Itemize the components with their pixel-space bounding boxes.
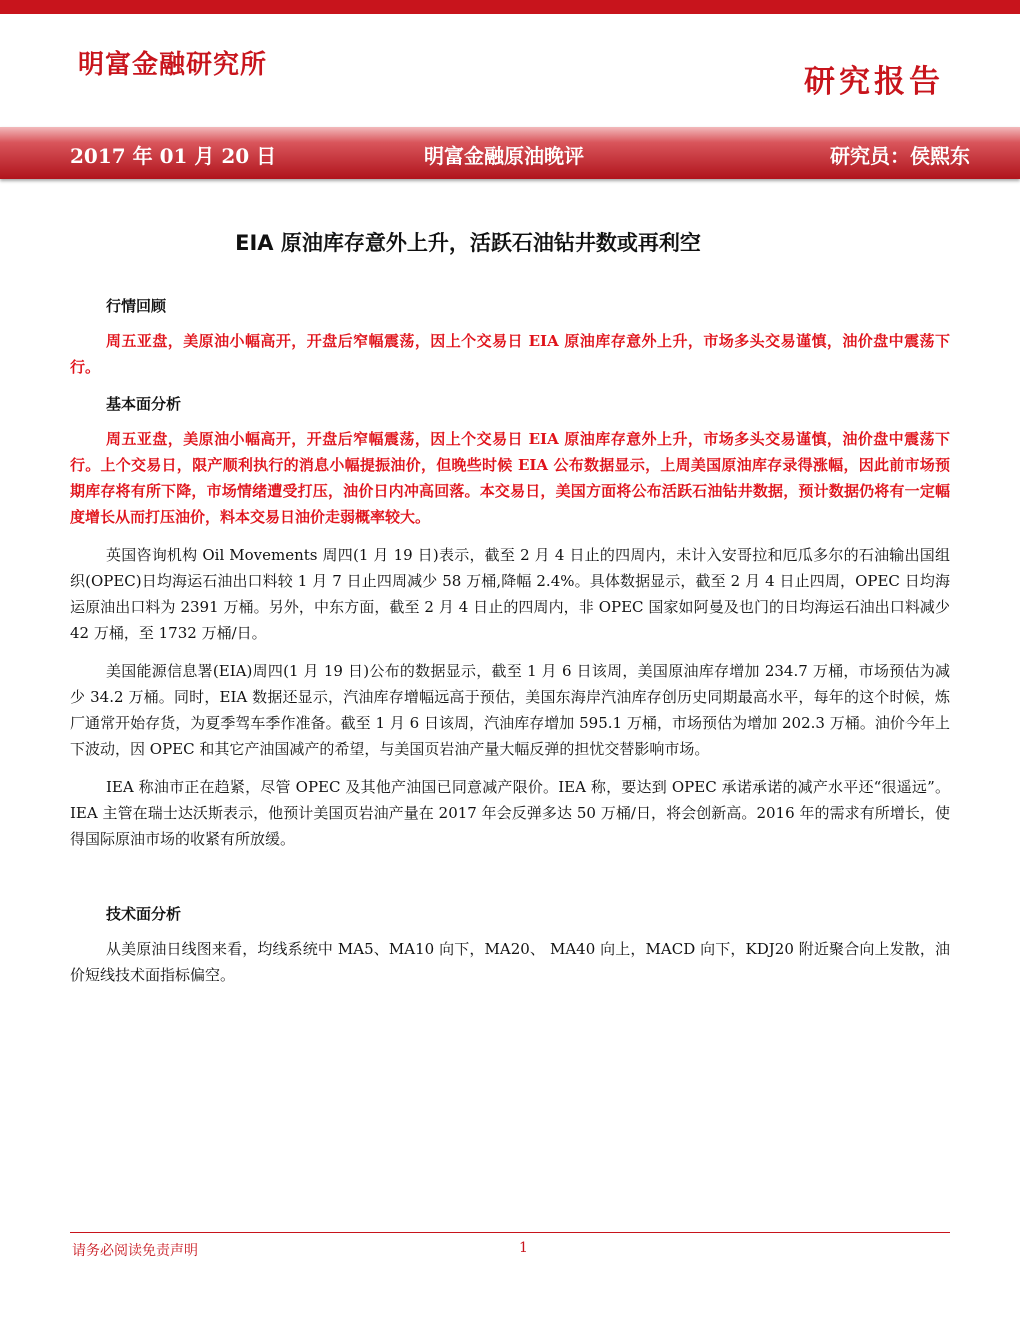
header-banner	[0, 127, 1020, 179]
section-heading-technical: 技术面分析	[106, 905, 182, 923]
company-logo: 明富金融研究所	[78, 50, 268, 80]
section-heading-fundamental: 基本面分析	[106, 395, 182, 413]
review-paragraph: 周五亚盘，美原油小幅高开，开盘后窄幅震荡，因上个交易日 EIA 原油库存意外上升，市场多头交易谨慎，油价盘中震荡下行。	[70, 332, 950, 376]
report-date: 2017 年 01 月 20 日	[70, 144, 277, 168]
document-body	[70, 294, 950, 1000]
page-number: 1	[519, 1240, 528, 1256]
section-heading-review: 行情回顾	[106, 297, 167, 315]
document-title: EIA 原油库存意外上升，活跃石油钻井数或再利空	[235, 231, 701, 255]
spacer	[70, 864, 950, 902]
eia-data-paragraph: 美国能源信息署(EIA)周四(1 月 19 日)公布的数据显示，截至 1 月 6 日该周，美国原油库存增加 234.7 万桶，市场预估为减少 34.2 万桶。同时，EIA 数据还显示，汽油库存增幅远高于预估，美国东海岸汽油库存创历史同期最高水平，每年的这个时候，炼厂通常开始存货，为夏季驾车季作准备。截至 1 月 6 日该周，汽油库存增加 595.1 万桶，市场预估为增加 202.3 万桶。油价今年上下波动，因 OPEC 和其它产油国减产的希望，与美国页岩油产量大幅反弹的担忧交替影响市场。	[70, 662, 950, 758]
report-type-label: 研究报告	[804, 64, 944, 100]
fundamental-summary-paragraph: 周五亚盘，美原油小幅高开，开盘后窄幅震荡，因上个交易日 EIA 原油库存意外上升，市场多头交易谨慎，油价盘中震荡下行。上个交易日，限产顺利执行的消息小幅提振油价，但晚些时候 EIA 公布数据显示，上周美国原油库存录得涨幅，因此前市场预期库存将有所下降，市场情绪遭受打压，油价日内冲高回落。本交易日，美国方面将公布活跃石油钻井数据，预计数据仍将有一定幅度增长从而打压油价，料本交易日油价走弱概率较大。	[70, 430, 950, 526]
technical-paragraph: 从美原油日线图来看，均线系统中 MA5、MA10 向下，MA20、 MA40 向上，MACD 向下，KDJ20 附近聚合向上发散，油价短线技术面指标偏空。	[70, 940, 950, 984]
oil-movements-paragraph: 英国咨询机构 Oil Movements 周四(1 月 19 日)表示，截至 2 月 4 日止的四周内，未计入安哥拉和厄瓜多尔的石油输出国组织(OPEC)日均海运石油出口料较 1 月 7 日止四周减少 58 万桶,降幅 2.4%。具体数据显示，截至 2 月 4 日止四周，OPEC 日均海运原油出口料为 2391 万桶。另外，中东方面，截至 2 月 4 日止的四周内，非 OPEC 国家如阿曼及也门的日均海运石油出口料减少 42 万桶，至 1732 万桶/日。	[70, 546, 950, 642]
iea-paragraph: IEA 称油市正在趋紧，尽管 OPEC 及其他产油国已同意减产限价。IEA 称，要达到 OPEC 承诺承诺的减产水平还“很遥远”。IEA 主管在瑞士达沃斯表示，他预计美国页岩油产量在 2017 年会反弹多达 50 万桶/日，将会创新高。2016 年的需求有所增长，使得国际原油市场的收紧有所放缓。	[70, 778, 950, 848]
footer-divider	[70, 1232, 950, 1233]
report-series-title: 明富金融原油晚评	[424, 144, 584, 168]
disclaimer-link[interactable]: 请务必阅读免责声明	[72, 1243, 198, 1259]
top-red-strip	[0, 0, 1020, 14]
analyst-name: 研究员：侯熙东	[830, 144, 970, 168]
